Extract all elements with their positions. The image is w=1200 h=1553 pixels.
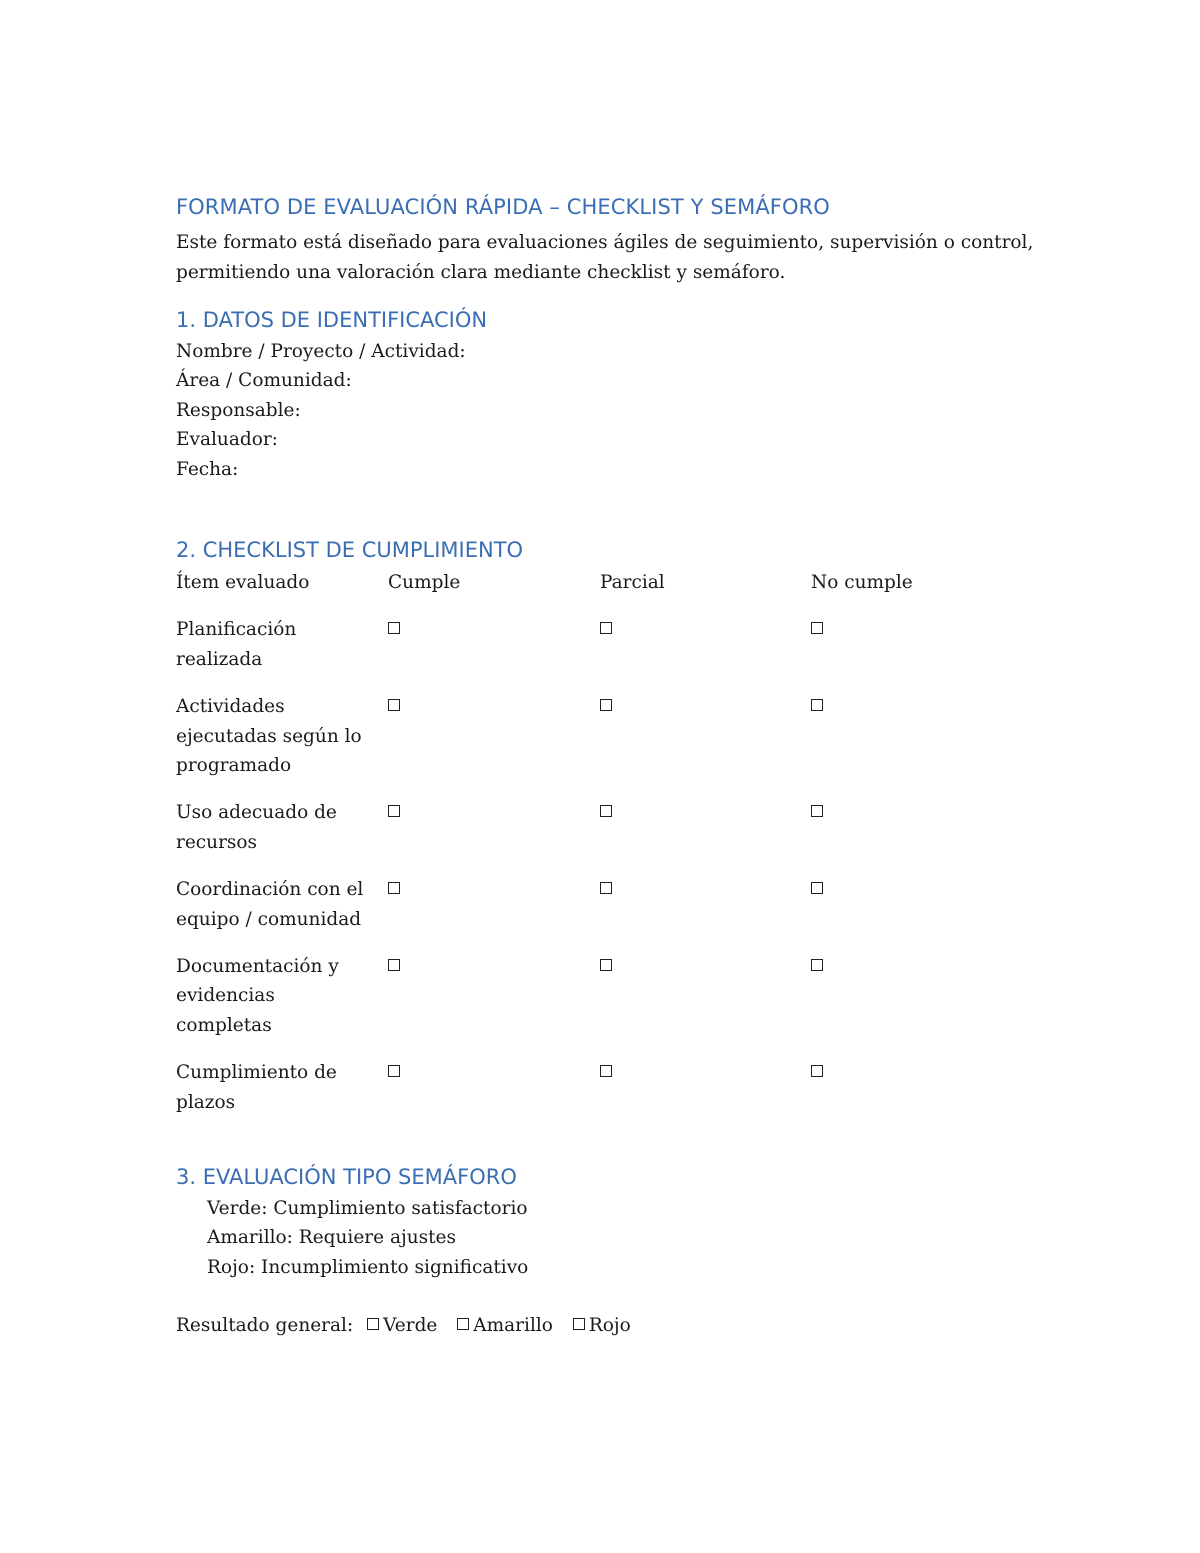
- field-area: Área / Comunidad:: [176, 370, 352, 392]
- result-checkbox-verde[interactable]: [367, 1318, 379, 1330]
- checkbox-no-cumple[interactable]: [811, 699, 823, 711]
- checklist-section: [176, 533, 1036, 1117]
- item-label: [176, 615, 388, 674]
- item-label-line: completas: [176, 1014, 272, 1036]
- col-no-cumple: No cumple: [811, 572, 913, 593]
- item-label-line: Documentación y: [176, 956, 339, 978]
- semaforo-section: [176, 1160, 528, 1282]
- item-label-line: recursos: [176, 831, 258, 853]
- item-label-line: Planificación: [176, 619, 297, 641]
- result-option-rojo: Rojo: [588, 1315, 631, 1336]
- checkbox-cumple[interactable]: [388, 805, 400, 817]
- item-label-line: realizada: [176, 648, 263, 670]
- checkbox-cumple[interactable]: [388, 699, 400, 711]
- checkbox-parcial[interactable]: [600, 882, 612, 894]
- checklist-row-recursos: [176, 798, 1036, 857]
- checkbox-cumple[interactable]: [388, 1065, 400, 1077]
- checkbox-parcial[interactable]: [600, 699, 612, 711]
- identification-section: [176, 303, 487, 484]
- result-checkbox-rojo[interactable]: [573, 1318, 585, 1330]
- checkbox-no-cumple[interactable]: [811, 622, 823, 634]
- item-label: [176, 875, 388, 934]
- field-responsible: Responsable:: [176, 399, 301, 421]
- field-date: Fecha:: [176, 458, 239, 480]
- checkbox-parcial[interactable]: [600, 622, 612, 634]
- item-label-line: plazos: [176, 1091, 236, 1113]
- checkbox-no-cumple[interactable]: [811, 882, 823, 894]
- col-cumple: Cumple: [388, 572, 461, 593]
- checklist-row-documentacion: [176, 952, 1036, 1040]
- result-checkbox-amarillo[interactable]: [457, 1318, 469, 1330]
- checklist-row-planificacion: [176, 615, 1036, 674]
- semaforo-rojo: Rojo: Incumplimiento significativo: [207, 1256, 529, 1278]
- checklist-row-plazos: [176, 1058, 1036, 1117]
- checkbox-cumple[interactable]: [388, 882, 400, 894]
- checkbox-cumple[interactable]: [388, 959, 400, 971]
- col-parcial: Parcial: [600, 572, 665, 593]
- item-label: [176, 692, 388, 780]
- col-item: Ítem evaluado: [176, 572, 310, 593]
- section-1-heading: 1. DATOS DE IDENTIFICACIÓN: [176, 308, 488, 332]
- checklist-header-row: [176, 568, 1036, 597]
- semaforo-amarillo: Amarillo: Requiere ajustes: [207, 1227, 457, 1249]
- item-label: [176, 1058, 388, 1117]
- result-option-amarillo: Amarillo: [473, 1315, 553, 1336]
- item-label-line: evidencias: [176, 985, 275, 1007]
- checkbox-cumple[interactable]: [388, 622, 400, 634]
- result-label: Resultado general:: [176, 1315, 354, 1336]
- intro-line-2: permitiendo una valoración clara mediante checklist y semáforo.: [176, 261, 786, 283]
- checkbox-no-cumple[interactable]: [811, 1065, 823, 1077]
- semaforo-verde: Verde: Cumplimiento satisfactorio: [207, 1198, 528, 1219]
- document-page: [176, 190, 1036, 1336]
- item-label-line: programado: [176, 755, 292, 777]
- section-3-heading: 3. EVALUACIÓN TIPO SEMÁFORO: [176, 1165, 517, 1189]
- item-label-line: Cumplimiento de: [176, 1062, 337, 1084]
- intro-line-1: Este formato está diseñado para evaluaciones ágiles de seguimiento, supervisión o control,: [176, 232, 1034, 253]
- checklist-row-actividades: [176, 692, 1036, 780]
- item-label: [176, 952, 388, 1040]
- item-label-line: equipo / comunidad: [176, 908, 362, 930]
- field-name-project: Nombre / Proyecto / Actividad:: [176, 341, 466, 362]
- intro-paragraph: [176, 228, 1036, 287]
- item-label: [176, 798, 388, 857]
- item-label-line: ejecutadas según lo: [176, 725, 362, 747]
- item-label-line: Coordinación con el: [176, 879, 364, 901]
- item-label-line: Uso adecuado de: [176, 802, 337, 824]
- section-2-heading: 2. CHECKLIST DE CUMPLIMIENTO: [176, 538, 524, 562]
- general-result: [176, 1311, 637, 1340]
- checkbox-no-cumple[interactable]: [811, 959, 823, 971]
- checkbox-no-cumple[interactable]: [811, 805, 823, 817]
- checkbox-parcial[interactable]: [600, 1065, 612, 1077]
- checkbox-parcial[interactable]: [600, 959, 612, 971]
- field-evaluator: Evaluador:: [176, 429, 278, 451]
- result-option-verde: Verde: [383, 1315, 438, 1336]
- item-label-line: Actividades: [176, 696, 285, 718]
- checklist-row-coordinacion: [176, 875, 1036, 934]
- checkbox-parcial[interactable]: [600, 805, 612, 817]
- document-title: FORMATO DE EVALUACIÓN RÁPIDA – CHECKLIST Y SEMÁFORO: [176, 195, 830, 219]
